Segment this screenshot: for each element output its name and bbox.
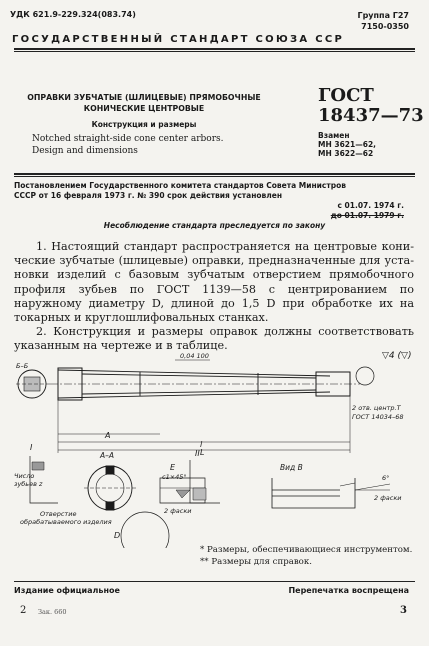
label-center-2: ГОСТ 14034–68 bbox=[352, 413, 404, 421]
standard-banner: ГОСУДАРСТВЕННЫЙ СТАНДАРТ СОЮЗА ССР bbox=[12, 34, 345, 45]
detail-d-circle bbox=[121, 512, 169, 548]
group-code bbox=[357, 10, 409, 32]
header-rule-top bbox=[14, 48, 415, 50]
header-rule-bottom bbox=[14, 51, 415, 52]
replaces-2: МН 3622—62 bbox=[318, 149, 374, 158]
label-hole-1: Отверстие bbox=[40, 510, 77, 518]
label-dim-l: l bbox=[200, 440, 203, 449]
label-dim-A: A bbox=[105, 431, 111, 440]
label-hole-2: обрабатываемого изделия bbox=[20, 518, 112, 526]
gost-number bbox=[318, 86, 424, 126]
replaces-1: МН 3621—62, bbox=[318, 140, 377, 149]
footer-reprint: Перепечатка воспрещена bbox=[288, 586, 409, 595]
decree-from: с 01.07. 1974 г. bbox=[337, 201, 404, 210]
label-section-bb: Б–Б bbox=[16, 362, 29, 370]
title-en-line1: Notched straight-side cone center arbors. bbox=[32, 134, 224, 144]
replaces-block bbox=[318, 131, 376, 158]
decree-to: до 01.07. 1979 г. bbox=[330, 211, 404, 220]
label-view-v: Вид В bbox=[280, 463, 303, 472]
footnotes bbox=[200, 544, 412, 568]
title-ru-line1: ОПРАВКИ ЗУБЧАТЫЕ (ШЛИЦЕВЫЕ) ПРЯМОБОЧНЫЕ bbox=[27, 93, 261, 102]
gost-label: ГОСТ bbox=[318, 85, 374, 106]
footnote-1: * Размеры, обеспечивающиеся инструментом. bbox=[200, 545, 413, 555]
title-ru-line2: КОНИЧЕСКИЕ ЦЕНТРОВЫЕ bbox=[83, 104, 205, 113]
footnote-2: ** Размеры для справок. bbox=[200, 557, 312, 567]
page-number-right: 3 bbox=[400, 605, 407, 616]
label-mark-II: II bbox=[195, 449, 200, 458]
group-label: Группа Г27 bbox=[357, 11, 409, 20]
gost-code: 18437—73 bbox=[318, 105, 424, 126]
body-text bbox=[14, 240, 414, 354]
label-chamfer-2: 2 фаски bbox=[164, 507, 192, 515]
paragraph-1: 1. Настоящий стандарт распространяется на центровые конические зубчатые (шлицевые) оправки, предназначенные для установки изделий с базовым зубчатым отверстием прямобочного профиля зубьев по ГОСТ 1139—58 с центрированием по наружному диаметру D, длиной до 1,5 D при обработке их на токарных и круглошлифовальных станках. bbox=[14, 240, 414, 325]
detail-circle bbox=[356, 367, 374, 385]
decree-line1: Постановлением Государственного комитета стандартов Совета Министров bbox=[14, 181, 346, 190]
title-en bbox=[32, 133, 223, 157]
label-chamfer-3: 2 фаски bbox=[374, 494, 402, 502]
udk-code: УДК 621.9-229.324(083.74) bbox=[10, 10, 136, 19]
arbor-top-edge bbox=[58, 370, 330, 376]
technical-drawing bbox=[10, 338, 422, 548]
decree-line2: СССР от 16 февраля 1973 г. № 390 срок действия установлен bbox=[14, 191, 283, 200]
label-dim-L: L bbox=[200, 448, 205, 457]
law-note: Несоблюдение стандарта преследуется по закону bbox=[103, 221, 326, 230]
footer-official: Издание официальное bbox=[14, 586, 120, 595]
decree-rule-top bbox=[14, 173, 415, 175]
decree-text bbox=[14, 181, 416, 220]
replaces-label: Взамен bbox=[318, 131, 350, 140]
paragraph-2: 2. Конструкция и размеры оправок должны соответствовать указанным на чертеже и в таблице. bbox=[14, 325, 414, 353]
footer-rule bbox=[14, 581, 415, 582]
order-number: Зак. 660 bbox=[38, 608, 67, 616]
label-mark-D: D bbox=[114, 531, 121, 540]
title-ru bbox=[14, 92, 274, 114]
label-teeth-2: зубьев z bbox=[14, 480, 43, 488]
arbor-bottom-edge bbox=[58, 392, 330, 398]
decree-rule-bottom bbox=[14, 176, 415, 177]
label-chamfer-1: c1×45° bbox=[162, 473, 187, 481]
title-en-line2: Design and dimensions bbox=[32, 146, 138, 156]
label-center-1: 2 отв. центр.Т bbox=[352, 404, 401, 412]
page-number-left: 2 bbox=[20, 605, 27, 616]
label-mark-I: I bbox=[30, 443, 33, 452]
okp-code: 7150-0350 bbox=[361, 22, 409, 31]
label-tolerance: 0,04 100 bbox=[180, 352, 209, 360]
label-roughness: ▽4 (▽) bbox=[382, 351, 412, 361]
label-section-aa: А–А bbox=[100, 451, 115, 460]
label-teeth-1: Число bbox=[14, 472, 35, 480]
label-angle: 6° bbox=[382, 474, 390, 482]
label-mark-E: E bbox=[170, 463, 176, 472]
subtitle-ru: Конструкция и размеры bbox=[91, 120, 197, 129]
